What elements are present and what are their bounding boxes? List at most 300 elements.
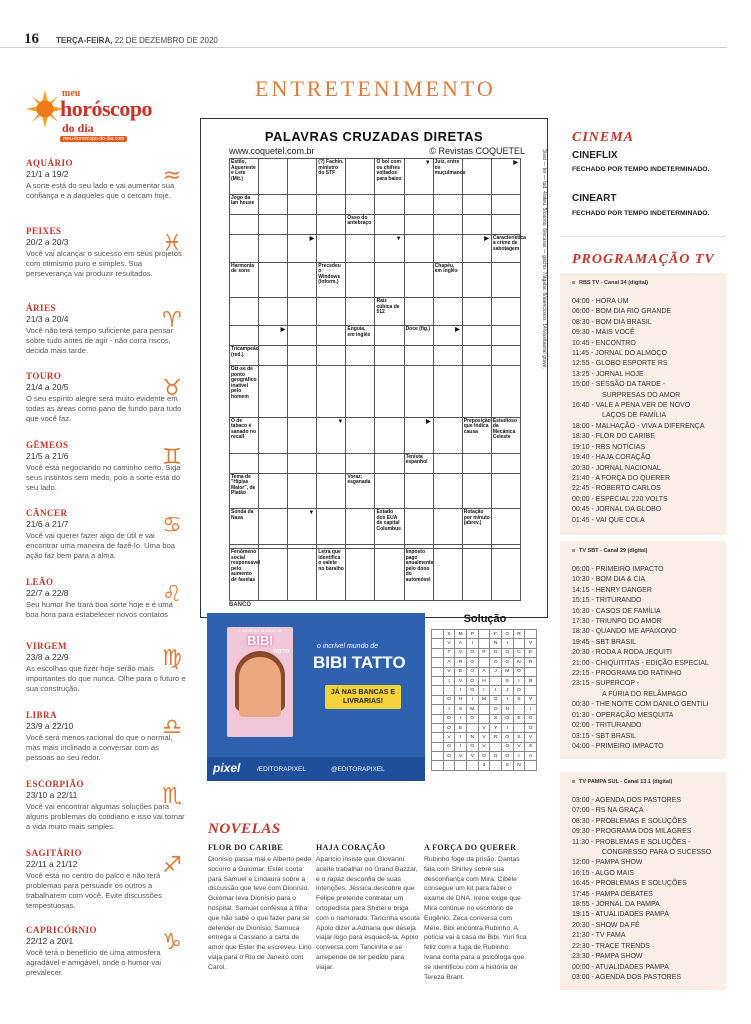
- horoscope-sign: [26, 303, 186, 356]
- novela-summary: Dionísio passa mal e Alberto pede socorro a Guiomar. Ester conta para Samuel e Lindaura sobre a discussão que teve com Dionísio. Guiomar leva Dionísio para o hospital. Samuel confessa à filha que não sabe o que fazer para se defender de Dionísio. Samuca entrega a Cassiano a carta de amor que Ester lhe escreveu. Lino viaja para o Rio de Janeiro com Carol.: [208, 856, 312, 971]
- crossword-clue: Harmonia de sons: [230, 262, 259, 298]
- header-date: [56, 36, 218, 45]
- solution-cell: B: [525, 676, 537, 685]
- tv-program: 03:00 - AGENDA DOS PASTORES: [572, 973, 682, 981]
- solution-cell: R: [478, 648, 490, 657]
- tv-program: 12:00 - PAMPA SHOW: [572, 859, 643, 867]
- novela-item: [208, 843, 312, 973]
- solution-cell: I: [466, 639, 478, 648]
- page-header: [24, 31, 724, 48]
- crossword-cell: [404, 298, 433, 326]
- solution-cell: [432, 667, 444, 676]
- tv-program: 16:15 - ALGO MAIS: [572, 869, 634, 877]
- virgo-icon: ♍: [162, 646, 182, 671]
- solution-cell: [432, 752, 444, 761]
- crossword-cell: [433, 417, 462, 453]
- crossword-clue: Diz-se de ponto geográfico inatível pelo homem: [230, 366, 259, 417]
- crossword-clue: Raiz cúbica de 512: [375, 298, 404, 326]
- sign-text: Você não terá tempo suficiente para pensar sobre tudo antes de agir - não corra riscos, decida mais tarde.: [26, 326, 173, 355]
- solution-cell: I: [513, 676, 525, 685]
- sign-dates: 23/8 a 22/9: [26, 652, 69, 662]
- solution-cell: [432, 639, 444, 648]
- tv-program: 20:30 - SHOW DA FÉ: [572, 921, 640, 929]
- crossword-cell: [346, 159, 375, 195]
- sign-dates: 21/6 a 21/7: [26, 519, 69, 529]
- novela-item: [424, 843, 528, 982]
- crossword-cell: [288, 298, 317, 326]
- solution-cell: R: [513, 630, 525, 639]
- horoscope-sign: [26, 779, 186, 832]
- solution-cell: R: [490, 733, 502, 742]
- crossword-cell: [288, 234, 317, 262]
- crossword-clue: Estudioso da Mecânica Celeste: [491, 417, 520, 453]
- solution-cell: S: [455, 705, 467, 714]
- sign-name: CAPRICÓRNIO: [26, 925, 98, 935]
- tv-program: 09:30 - PROGRAMA DOS MILAGRES: [572, 828, 692, 836]
- ad-title: BIBI TATTO: [313, 653, 406, 672]
- solution-cell: [466, 723, 478, 732]
- solution-cell: M: [478, 695, 490, 704]
- tv-program: 18:55 - JORNAL DA PAMPA: [572, 901, 660, 909]
- solution-cell: C: [513, 648, 525, 657]
- solution-cell: I: [455, 733, 467, 742]
- arrow-icon: ▼: [424, 160, 431, 166]
- solution-cell: V: [455, 676, 467, 685]
- solution-cell: I: [443, 676, 455, 685]
- libra-icon: ♎: [162, 715, 182, 740]
- horoscope-sign: [26, 710, 186, 763]
- crossword-cell: [259, 473, 288, 509]
- tv-program: 14:15 - HENRY DANGER: [572, 586, 652, 594]
- arrow-icon: ▶: [309, 235, 315, 242]
- solution-cell: [490, 761, 502, 771]
- tv-program: 23:15 - SUPERCOP -: [572, 680, 640, 688]
- solution-cell: O: [443, 695, 455, 704]
- ad-footer: [207, 757, 425, 781]
- crossword-cell: [491, 509, 520, 545]
- solution-cell: O: [490, 695, 502, 704]
- solution-cell: O: [443, 723, 455, 732]
- cover-face: [239, 657, 281, 717]
- tv-program: 02:00 - TRITURANDO: [572, 722, 642, 730]
- sign-text: Seu humor lhe trará boa sorte hoje e é uma boa hora para estabelecer novos contatos: [26, 600, 173, 619]
- logo-do-dia: do dia: [62, 121, 94, 135]
- tv-program: 00:30 - THE NOITE COM DANILO GENTILI: [572, 701, 709, 709]
- solution-cell: V: [443, 639, 455, 648]
- solution-cell: V: [478, 742, 490, 751]
- novela-item: [316, 843, 420, 973]
- crossword-cell: [433, 366, 462, 417]
- crossword-solution: [425, 613, 545, 778]
- crossword-cell: [462, 366, 491, 417]
- crossword-cell: [462, 326, 491, 346]
- cinema-venue-status: FECHADO POR TEMPO INDETERMINADO.: [572, 210, 710, 217]
- taurus-icon: ♉: [162, 376, 182, 401]
- crossword-url: www.coquetel.com.br: [229, 146, 315, 156]
- crossword-cell: [230, 298, 259, 326]
- tv-program: 21:30 - TV FAMA: [572, 932, 626, 940]
- crossword-cell: [433, 214, 462, 234]
- tv-program: 00:00 - ATUALIDADES PAMPA: [572, 963, 669, 971]
- solution-cell: J: [501, 686, 513, 695]
- solution-cell: O: [501, 742, 513, 751]
- crossword-cell: [491, 298, 520, 326]
- crossword-clue: Fenômeno social responsável pelo aumento de favelas: [230, 549, 259, 601]
- solution-cell: [432, 733, 444, 742]
- solution-cell: V: [455, 752, 467, 761]
- facebook-handle: /EDITORAPIXEL: [257, 766, 307, 773]
- tv-program: 19:15 - ATUALIDADES PAMPA: [572, 911, 669, 919]
- word-bank-text: 3/ast — ter — tud. 4/ateu. 5/caono. 6/ecaras — gacho. 7/agaba. 8/atenciosos. 14/vissitaanal grave.: [541, 149, 547, 369]
- crossword-cell: [288, 214, 317, 234]
- solution-cell: [478, 658, 490, 667]
- tv-program: 18:30 - FLOR DO CARIBE: [572, 433, 655, 441]
- solution-title: Solução: [463, 613, 507, 625]
- sign-dates: 21/5 a 21/6: [26, 451, 69, 461]
- novela-title: FLOR DO CARIBE: [208, 843, 283, 852]
- solution-cell: [525, 667, 537, 676]
- solution-cell: N: [490, 639, 502, 648]
- arrow-icon: ▶: [513, 160, 518, 166]
- solution-cell: M: [466, 705, 478, 714]
- solution-cell: [490, 676, 502, 685]
- sign-name: CÂNCER: [26, 508, 68, 518]
- arrow-icon: ▶: [455, 327, 460, 334]
- tv-program: 17:30 - TRIUNFO DO AMOR: [572, 618, 662, 626]
- tv-program: 11:30 - PROBLEMAS E SOLUÇÕES -: [572, 838, 691, 846]
- crossword-cell: [375, 417, 404, 453]
- solution-cell: V: [443, 733, 455, 742]
- crossword-clue: Característica a crime de sabotagem: [491, 234, 520, 262]
- tv-program: 19:45 - SBT BRASIL: [572, 638, 637, 646]
- solution-cell: [432, 686, 444, 695]
- solution-cell: D: [455, 667, 467, 676]
- solution-cell: A: [455, 639, 467, 648]
- solution-cell: P: [466, 630, 478, 639]
- solution-cell: S: [501, 761, 513, 771]
- solution-cell: G: [501, 658, 513, 667]
- sign-name: ESCORPIÃO: [26, 779, 85, 789]
- crossword-clue: Tema de "Hipias Maior", de Platão: [230, 473, 259, 509]
- crossword-clue: Voraz; esganada: [346, 473, 375, 509]
- crossword-cell: [346, 234, 375, 262]
- sign-name: LEÃO: [26, 577, 54, 587]
- solution-cell: [455, 761, 467, 771]
- horoscope-sign: [26, 508, 186, 561]
- crossword-cell: [404, 473, 433, 509]
- crossword-cell: [375, 346, 404, 366]
- ad-kicker: o incrível mundo de: [317, 643, 379, 650]
- cancer-icon: ♋: [162, 513, 182, 538]
- crossword-cell: [317, 214, 346, 234]
- crossword-cell: [491, 549, 520, 601]
- crossword-cell: [462, 298, 491, 326]
- crossword-cell: [491, 262, 520, 298]
- novela-title: HAJA CORAÇÃO: [316, 843, 386, 852]
- solution-cell: [432, 658, 444, 667]
- solution-cell: O: [466, 658, 478, 667]
- tv-program: 00:00 - ESPECIAL 220 VOLTS: [572, 495, 668, 503]
- sign-dates: 21/1 a 19/2: [26, 169, 69, 179]
- sign-text: O seu espírito alegre será muito evidente em todas as áreas como pano de fundo para tudo que você faz.: [26, 394, 182, 423]
- crossword-cell: [433, 473, 462, 509]
- cinema-venue-name: CINEART: [572, 193, 617, 204]
- solution-cell: [513, 723, 525, 732]
- solution-cell: V: [525, 733, 537, 742]
- solution-cell: V: [443, 667, 455, 676]
- tv-program: 16:45 - PROBLEMAS E SOLUÇÕES: [572, 880, 687, 888]
- solution-cell: O: [466, 648, 478, 657]
- crossword-cell: [404, 262, 433, 298]
- tv-program: 15:00 - SESSÃO DA TARDE -: [572, 381, 666, 389]
- pisces-icon: ♓: [162, 231, 182, 256]
- solution-cell: V: [478, 723, 490, 732]
- crossword-clue: Estilo, Aquerente e Lete (Mit.): [230, 159, 259, 195]
- solution-cell: I: [478, 686, 490, 695]
- crossword-box: [200, 118, 548, 618]
- solution-cell: O: [513, 686, 525, 695]
- crossword-cell: [259, 549, 288, 601]
- crossword-cell: [346, 453, 375, 473]
- solution-grid: [431, 629, 537, 771]
- tv-channel-name: TV PAMPA SUL - Canal 13.1 (digital): [572, 779, 672, 785]
- solution-cell: I: [455, 686, 467, 695]
- sign-dates: 21/4 a 20/5: [26, 382, 69, 392]
- solution-cell: O: [466, 742, 478, 751]
- tv-program: 09:30 - MAIS VOCÊ: [572, 329, 635, 337]
- crossword-cell: [433, 194, 462, 214]
- tv-channel-block: [560, 541, 726, 759]
- arrow-icon: ▶: [484, 235, 489, 242]
- sign-dates: 21/3 a 20/4: [26, 314, 69, 324]
- tv-program: 22:15 - PROGRAMA DO RATINHO: [572, 670, 682, 678]
- crossword-cell: [462, 549, 491, 601]
- capricorn-icon: ♑: [162, 930, 182, 955]
- crossword-cell: [259, 234, 288, 262]
- horoscope-sign: [26, 158, 186, 201]
- crossword-cell: [375, 326, 404, 346]
- horoscope-sign: [26, 371, 186, 424]
- solution-cell: S: [443, 630, 455, 639]
- instagram-handle: @EDITORAPIXEL: [331, 766, 385, 773]
- solution-cell: I: [525, 705, 537, 714]
- crossword-cell: [259, 366, 288, 417]
- solution-cell: N: [501, 705, 513, 714]
- solution-cell: N: [513, 761, 525, 771]
- cinema-venue-status: FECHADO POR TEMPO INDETERMINADO.: [572, 166, 710, 173]
- tv-channel-block: [560, 273, 726, 535]
- crossword-cell: [259, 509, 288, 545]
- crossword-clue: Preposição que indica causa: [462, 417, 491, 453]
- tv-program: 03:15 - SBT BRASIL: [572, 732, 637, 740]
- crossword-cell: [433, 298, 462, 326]
- solution-cell: O: [501, 648, 513, 657]
- crossword-cell: [259, 417, 288, 453]
- crossword-cell: [491, 366, 520, 417]
- crossword-cell: [317, 366, 346, 417]
- crossword-cell: [288, 366, 317, 417]
- crossword-rights: © Revistas COQUETEL: [429, 146, 525, 156]
- header-date-text: 22 DE DEZEMBRO DE 2020: [114, 36, 218, 45]
- crossword-cell: [259, 298, 288, 326]
- solution-cell: N: [466, 733, 478, 742]
- sign-dates: 22/11 a 21/12: [26, 859, 78, 869]
- tv-program: LAÇOS DE FAMÍLIA: [602, 412, 667, 420]
- crossword-cell: [404, 159, 433, 195]
- crossword-cell: [491, 194, 520, 214]
- solution-cell: S: [513, 733, 525, 742]
- crossword-cell: [375, 473, 404, 509]
- arrow-icon: ▼: [337, 418, 344, 425]
- crossword-cell: [491, 214, 520, 234]
- crossword-cell: [317, 453, 346, 473]
- solution-cell: O: [501, 752, 513, 761]
- sign-dates: 20/2 a 20/3: [26, 237, 69, 247]
- crossword-clue: Precedeu o Windows (Inform.): [317, 262, 346, 298]
- cinema-divider: [560, 236, 726, 237]
- solution-cell: [432, 648, 444, 657]
- tv-program: CONGRESSO PARA O SUCESSO: [602, 849, 712, 857]
- solution-cell: A: [443, 658, 455, 667]
- crossword-cell: [259, 346, 288, 366]
- crossword-cell: [317, 346, 346, 366]
- crossword-cell: [317, 234, 346, 262]
- crossword-cell: [404, 509, 433, 545]
- solution-cell: O: [525, 723, 537, 732]
- tv-program: 18:00 - MALHAÇÃO - VIVA A DIFERENÇA: [572, 422, 705, 430]
- solution-cell: V: [455, 648, 467, 657]
- tv-channel-name: RBS TV - Canal 34 (digital): [572, 280, 648, 286]
- crossword-cell: [404, 366, 433, 417]
- crossword-cell: [288, 473, 317, 509]
- crossword-cell: [433, 326, 462, 346]
- solution-cell: I: [501, 723, 513, 732]
- crossword-cell: [317, 417, 346, 453]
- cinema-title: CINEMA: [572, 130, 635, 145]
- solution-cell: F: [490, 630, 502, 639]
- tv-program: 19:10 - RBS NOTÍCIAS: [572, 443, 646, 451]
- solution-cell: O: [443, 714, 455, 723]
- crossword-clue: Doce (fig.): [404, 326, 433, 346]
- sign-text: Você vai querer fazer algo de útil e vai encontrar uma maneira de fazê-lo. Uma boa ação faz bem para a alma.: [26, 531, 175, 560]
- solution-cell: S: [525, 742, 537, 751]
- tv-program: 12:55 - GLOBO ESPORTE RS: [572, 360, 668, 368]
- crossword-clue: Juiz, entre os muçulmanos: [433, 159, 462, 195]
- tv-program: 06:00 - PRIMEIRO IMPACTO: [572, 566, 664, 573]
- tv-program: 11:45 - JORNAL DO ALMOÇO: [572, 350, 667, 358]
- solution-cell: S: [501, 676, 513, 685]
- crossword-word-bank: [541, 149, 547, 609]
- sign-name: VIRGEM: [26, 641, 67, 651]
- crossword-cell: [346, 194, 375, 214]
- tv-program: 10:45 - ENCONTRO: [572, 339, 636, 347]
- sign-text: A sorte está do seu lado e vai aumentar sua confiança e a daqueles que o cercam hoje.: [26, 181, 175, 200]
- crossword-clue: Osso do antebraço: [346, 214, 375, 234]
- crossword-cell: [433, 549, 462, 601]
- tv-program: 07:00 - RS NA GRAÇA: [572, 807, 644, 815]
- sign-name: AQUÁRIO: [26, 158, 74, 168]
- crossword-cell: [317, 326, 346, 346]
- solution-cell: O: [501, 733, 513, 742]
- solution-cell: [432, 695, 444, 704]
- crossword-cell: [288, 262, 317, 298]
- crossword-cell: [317, 473, 346, 509]
- solution-cell: Y: [490, 723, 502, 732]
- tv-schedule: [572, 565, 722, 752]
- sagittarius-icon: ♐: [162, 853, 182, 878]
- tv-program: 08:30 - BOM DIA BRASIL: [572, 318, 652, 326]
- novela-summary: Aparício insiste que Giovanni aceite trabalhar no Grand Bazzar, e o rapaz desconfia de suas intenções. Jéssica descobre que Felipe pretende contratar um ortopedista para Shirlei e briga com o namorado. Tancinha escuta Apolo dizer a Adriana que deseja viajar logo para esquecê-la. Apolo conversa com Tancinha e se arrepende de ter pedido para viajar.: [316, 856, 420, 971]
- crossword-clue: Estado dos EUA de capital Columbus: [375, 509, 404, 545]
- crossword-cell: [288, 346, 317, 366]
- solution-cell: I: [513, 752, 525, 761]
- novela-title: A FORÇA DO QUERER: [424, 843, 517, 852]
- crossword-cell: [346, 346, 375, 366]
- solution-cell: [432, 676, 444, 685]
- crossword-cell: [462, 346, 491, 366]
- header-weekday: TERÇA-FEIRA,: [56, 36, 113, 45]
- cover-subtitle: TATTO: [273, 649, 289, 655]
- solution-cell: O: [466, 714, 478, 723]
- logo-url: meu-horoscopo-do-dia.com: [60, 136, 127, 142]
- solution-cell: [525, 686, 537, 695]
- sign-text: Você está no centro do palco e não terá problemas para persuadir os outros a trabalharem com você. Evite discussões tempestuosas.: [26, 871, 162, 910]
- crossword-cell: [288, 326, 317, 346]
- tv-program: 22:30 - TRACE TRENDS: [572, 942, 650, 950]
- crossword-clue: (?) Fachin, ministro do STF: [317, 159, 346, 195]
- novela-summary: Rubinho foge da prisão. Dantas fala com Shirley sobre sua desconfiança com Mira. Cibele consegue um kit para fazer o exame de DNA. Irene exige que Mira continue no escritório de Eugênio. Zeca conversa com Mere. Bibi encontra Rubinho. A polícia vai à casa de Bibi. Yuri fica feliz com a fuga de Rubinho. Ivana conta para a psicóloga que se identificou com a história de Tereza Brant.: [424, 856, 527, 981]
- solution-cell: R: [525, 658, 537, 667]
- crossword-cell: [317, 194, 346, 214]
- crossword-title: PALAVRAS CRUZADAS DIRETAS: [264, 129, 484, 144]
- cover-title: BIBI: [247, 633, 273, 648]
- tv-program: 04:00 - HORA UM: [572, 298, 629, 305]
- tv-program: SURPRESAS DO AMOR: [602, 391, 681, 399]
- sign-text: Você será menos racional do que o normal, mas mais inclinado a conversar com as pessoas ao seu redor.: [26, 733, 173, 762]
- horoscope-sign: [26, 440, 186, 493]
- tv-program: 20:30 - RODA A RODA JEQUITI: [572, 649, 672, 657]
- sign-name: SAGITÁRIO: [26, 848, 83, 858]
- crossword-cell: [259, 194, 288, 214]
- solution-cell: A: [525, 752, 537, 761]
- solution-cell: V: [525, 695, 537, 704]
- solution-cell: [513, 705, 525, 714]
- sign-text: Você está negociando no caminho certo. Siga seus instintos sem medo, pois a sorte está do seu lado.: [26, 463, 181, 492]
- tv-program: 04:00 - PRIMEIRO IMPACTO: [572, 742, 664, 750]
- tv-schedule: [572, 297, 722, 526]
- solution-cell: O: [490, 658, 502, 667]
- crossword-cell: [317, 509, 346, 545]
- sign-dates: 22/12 a 20/1: [26, 936, 74, 946]
- crossword-cell: [462, 194, 491, 214]
- bibi-tatto-ad[interactable]: [207, 613, 425, 781]
- crossword-grid: [229, 158, 526, 601]
- solution-cell: [478, 705, 490, 714]
- solution-cell: H: [478, 676, 490, 685]
- crossword-cell: [462, 214, 491, 234]
- solution-cell: O: [513, 667, 525, 676]
- crossword-clue: Letra que identifica o valete no baralho: [317, 549, 346, 601]
- solution-cell: S: [513, 695, 525, 704]
- crossword-cell: [230, 453, 259, 473]
- tv-program: 21:00 - CHIQUITITAS - EDIÇÃO ESPECIAL: [572, 659, 709, 667]
- tv-program: 16:40 - VALE A PENA VER DE NOVO: [572, 402, 691, 410]
- solution-cell: I: [501, 639, 513, 648]
- cinema-venue-name: CINEFLIX: [572, 150, 618, 161]
- solution-cell: I: [501, 695, 513, 704]
- solution-cell: [513, 639, 525, 648]
- crossword-cell: [404, 214, 433, 234]
